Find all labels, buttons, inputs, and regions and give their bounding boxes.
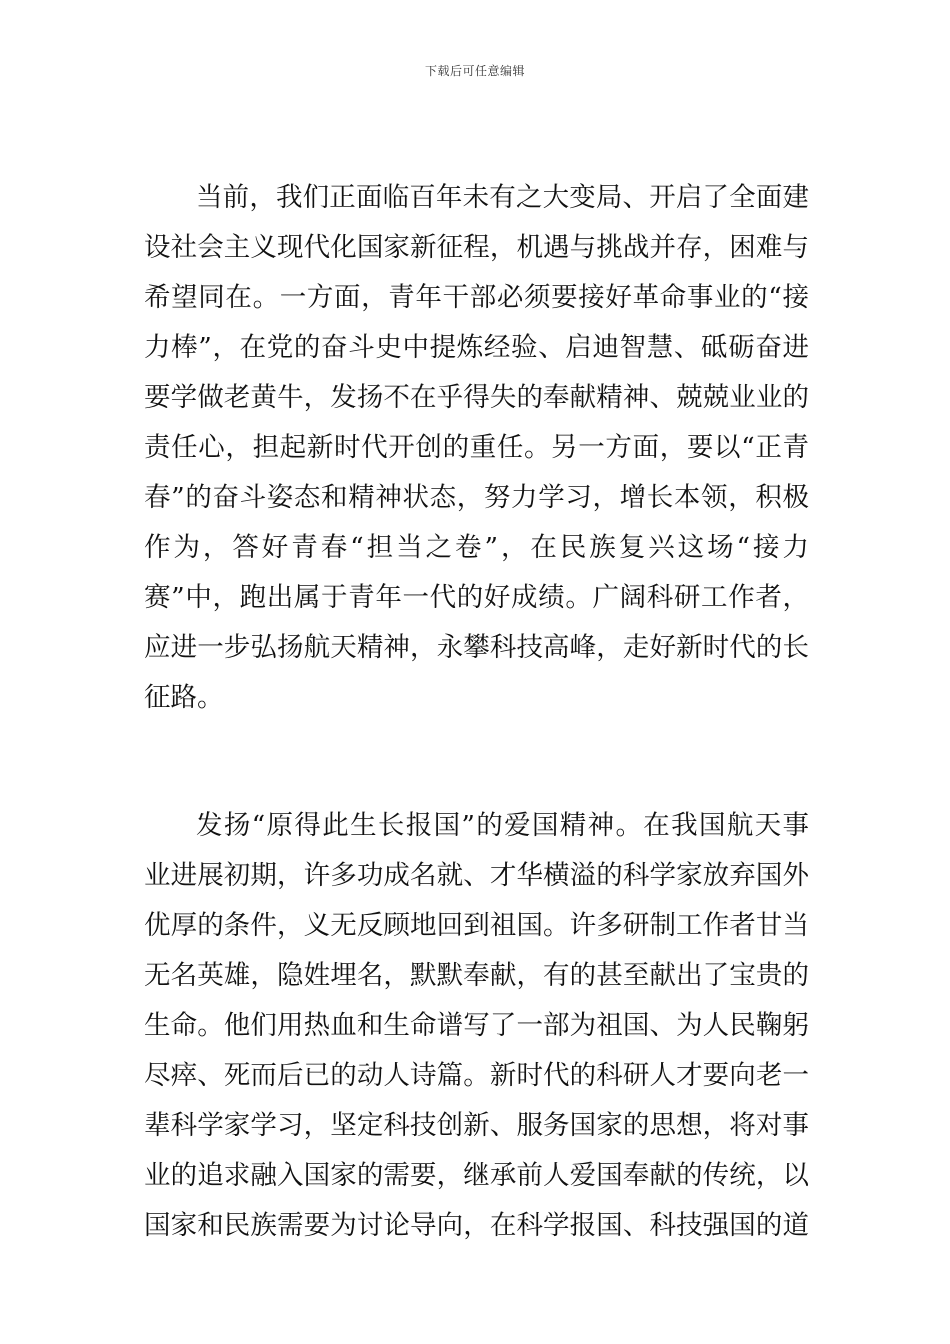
text-line: 无名英雄，隐姓埋名，默默奉献，有的甚至献出了宝贵的 bbox=[144, 960, 809, 991]
text-line: 应进一步弘扬航天精神，永攀科技高峰，走好新时代的长 bbox=[144, 632, 809, 663]
page-header: 下载后可任意编辑 bbox=[424, 64, 525, 78]
text-line: 赛”中，跑出属于青年一代的好成绩。广阔科研工作者， bbox=[144, 582, 809, 613]
text-line: 征路。 bbox=[144, 682, 224, 713]
paragraph-2 bbox=[144, 801, 809, 1251]
text-line: 春”的奋斗姿态和精神状态，努力学习，增长本领，积极 bbox=[144, 482, 809, 513]
text-line: 业进展初期，许多功成名就、才华横溢的科学家放弃国外 bbox=[144, 860, 809, 891]
text-line: 优厚的条件，义无反顾地回到祖国。许多研制工作者甘当 bbox=[144, 910, 809, 941]
text-line: 发扬“原得此生长报国”的爱国精神。在我国航天事 bbox=[196, 810, 809, 841]
text-line: 辈科学家学习，坚定科技创新、服务国家的思想，将对事 bbox=[144, 1110, 809, 1141]
paragraph-1 bbox=[144, 173, 809, 723]
text-line: 业的追求融入国家的需要，继承前人爱国奉献的传统，以 bbox=[144, 1160, 809, 1191]
text-line: 当前，我们正面临百年未有之大变局、开启了全面建 bbox=[196, 182, 809, 213]
text-line: 国家和民族需要为讨论导向，在科学报国、科技强国的道 bbox=[144, 1210, 809, 1241]
document-body bbox=[144, 173, 809, 1251]
text-line: 责任心，担起新时代开创的重任。另一方面，要以“正青 bbox=[144, 432, 809, 463]
paragraph-spacer bbox=[144, 723, 809, 801]
text-line: 作为，答好青春“担当之卷”，在民族复兴这场“接力 bbox=[144, 532, 809, 563]
text-line: 尽瘁、死而后已的动人诗篇。新时代的科研人才要向老一 bbox=[144, 1060, 809, 1091]
text-line: 要学做老黄牛，发扬不在乎得失的奉献精神、兢兢业业的 bbox=[144, 382, 809, 413]
text-line: 希望同在。一方面，青年干部必须要接好革命事业的“接 bbox=[144, 282, 809, 313]
text-line: 设社会主义现代化国家新征程，机遇与挑战并存，困难与 bbox=[144, 232, 809, 263]
text-line: 力棒”，在党的奋斗史中提炼经验、启迪智慧、砥砺奋进 bbox=[144, 332, 809, 363]
text-line: 生命。他们用热血和生命谱写了一部为祖国、为人民鞠躬 bbox=[144, 1010, 809, 1041]
